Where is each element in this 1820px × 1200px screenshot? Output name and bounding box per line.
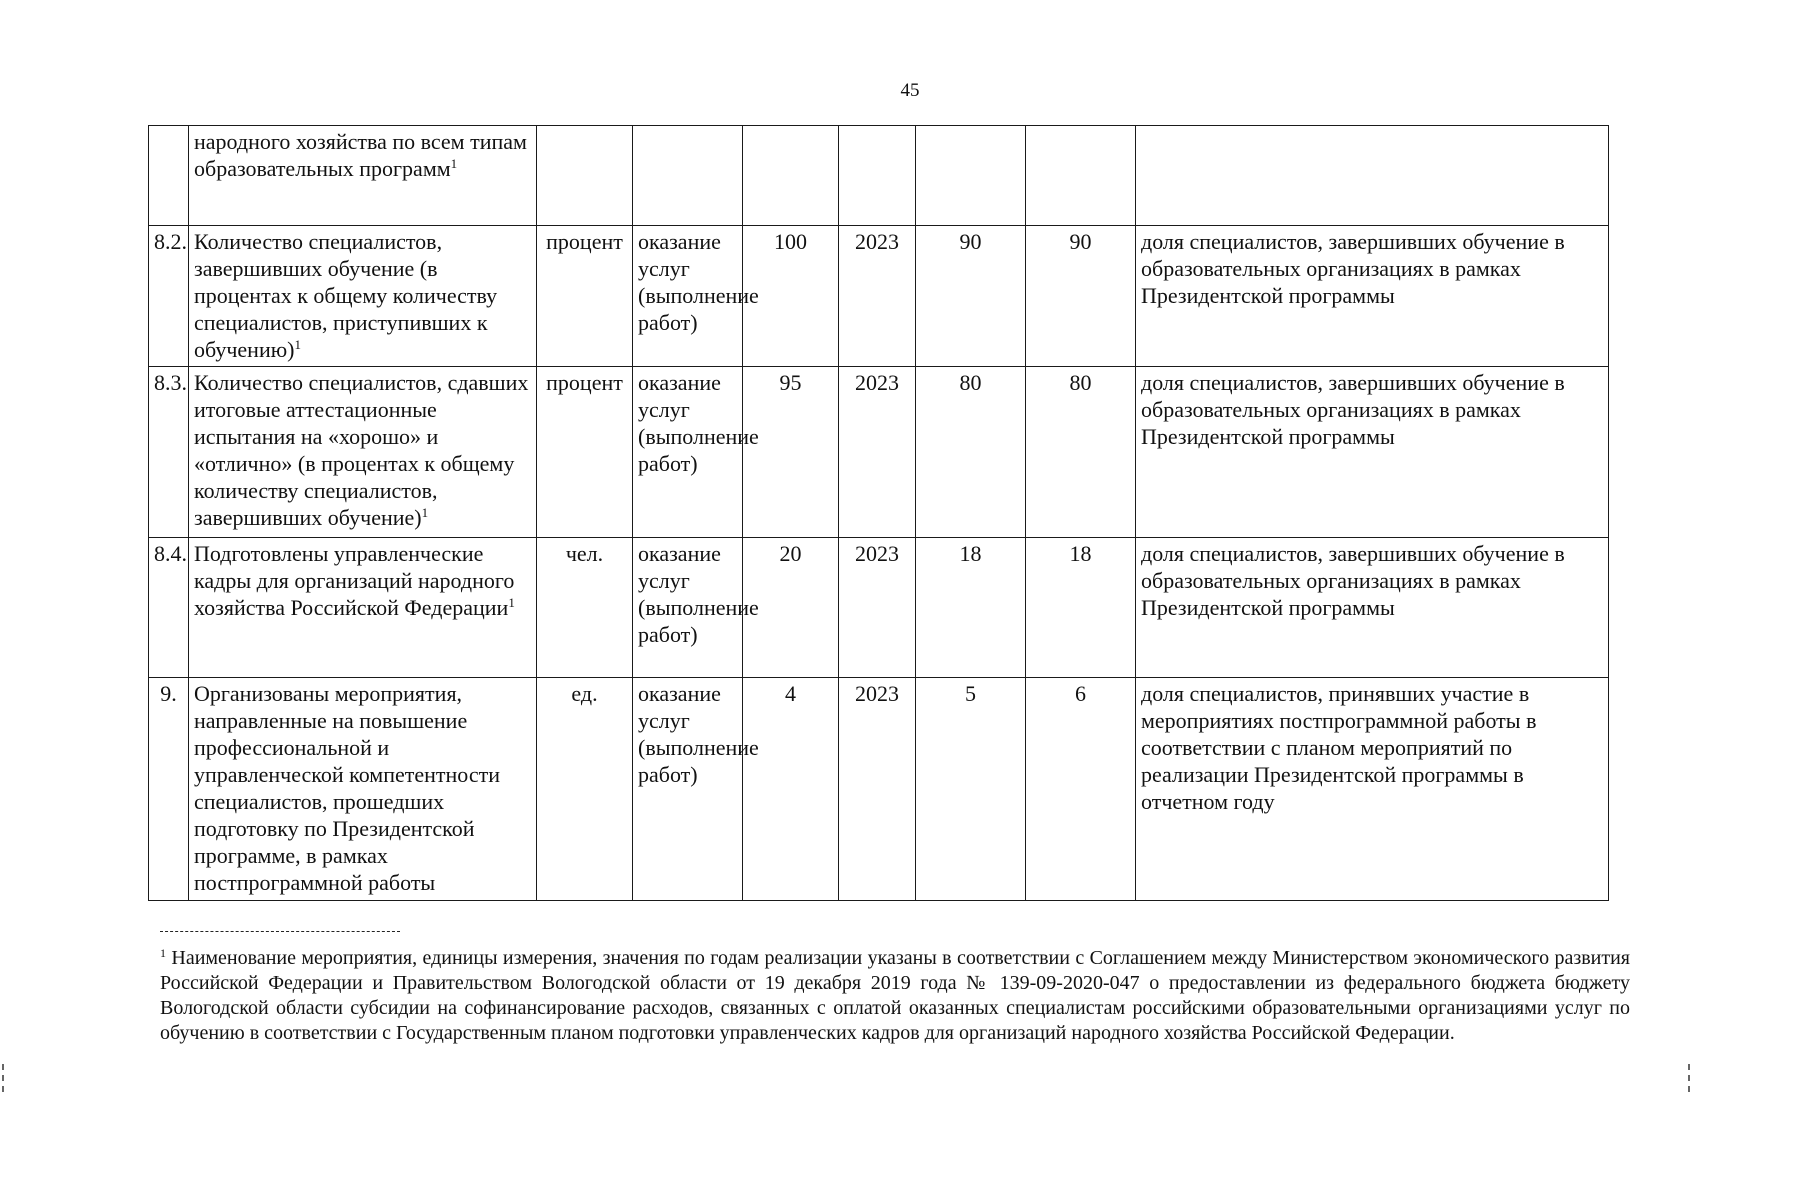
row-number: 9. [149,678,189,901]
row-base-value: 4 [743,678,839,901]
row-base-value [743,126,839,226]
scan-edge-mark-left [2,1064,10,1092]
row-type: оказание услуг (выполнение работ) [633,538,743,678]
row-note [1136,126,1609,226]
footnote-ref: 1 [294,337,301,352]
row-value-1 [916,126,1026,226]
row-unit: чел. [537,538,633,678]
row-type: оказание услуг (выполнение работ) [633,226,743,367]
row-value-2: 80 [1026,367,1136,538]
row-base-value: 20 [743,538,839,678]
row-name [189,538,537,678]
row-note: доля специалистов, завершивших обучение в образовательных организациях в рамках Президентской программы [1136,367,1609,538]
row-unit: процент [537,226,633,367]
row-number [149,126,189,226]
row-type: оказание услуг (выполнение работ) [633,678,743,901]
row-note: доля специалистов, завершивших обучение в образовательных организациях в рамках Президентской программы [1136,226,1609,367]
row-value-1: 90 [916,226,1026,367]
row-unit: ед. [537,678,633,901]
footnote-ref: 1 [421,505,429,520]
row-base-year: 2023 [839,678,916,901]
row-number: 8.2. [149,226,189,367]
scan-edge-mark-right [1688,1064,1696,1092]
footnote-marker: 1 [160,946,166,960]
row-number: 8.4. [149,538,189,678]
row-base-year: 2023 [839,538,916,678]
row-base-value: 95 [743,367,839,538]
row-name [189,126,537,226]
row-unit: процент [537,367,633,538]
row-name-text: народного хозяйства по всем типам образовательных программ [194,129,527,181]
row-name [189,367,537,538]
row-name [189,678,537,901]
row-note: доля специалистов, принявших участие в мероприятиях постпрограммной работы в соответствии с планом мероприятий по реализации Президентской программы в отчетном году [1136,678,1609,901]
table-row [149,678,1609,901]
table-row [149,126,1609,226]
footnote-separator [160,931,400,932]
footnote-ref: 1 [508,595,515,610]
row-base-year: 2023 [839,367,916,538]
indicators-table [148,125,1609,901]
row-value-2: 18 [1026,538,1136,678]
row-base-year: 2023 [839,226,916,367]
table-row [149,367,1609,538]
row-name-text: Подготовлены управленческие кадры для организаций народного хозяйства Российской Федерации [194,541,515,620]
row-base-value: 100 [743,226,839,367]
row-type: оказание услуг (выполнение работ) [633,367,743,538]
row-type [633,126,743,226]
row-base-year [839,126,916,226]
row-name-text: Организованы мероприятия, направленные на повышение профессиональной и управленческой компетентности специалистов, прошедших подготовку по Президентской программе, в рамках постпрограммной работы [194,681,500,895]
row-note: доля специалистов, завершивших обучение в образовательных организациях в рамках Президентской программы [1136,538,1609,678]
row-value-1: 5 [916,678,1026,901]
table-row [149,226,1609,367]
row-value-1: 18 [916,538,1026,678]
page-number: 45 [900,80,920,101]
row-name [189,226,537,367]
footnote [160,946,1630,1046]
row-value-2: 6 [1026,678,1136,901]
footnote-text: Наименование мероприятия, единицы измерения, значения по годам реализации указаны в соответствии с Соглашением между Министерством экономического развития Российской Федерации и Правительством Вологодской области от 19 декабря 2019 года № 139-09-2020-047 о предоставлении из федерального бюджета бюджету Вологодской области субсидии на софинансирование расходов, связанных с оплатой оказанных специалистам российскими образовательными организациями услуг по обучению в соответствии с Государственным планом подготовки управленческих кадров для организаций народного хозяйства Российской Федерации. [160,947,1631,1044]
row-value-2: 90 [1026,226,1136,367]
row-number: 8.3. [149,367,189,538]
row-value-1: 80 [916,367,1026,538]
table-row [149,538,1609,678]
row-value-2 [1026,126,1136,226]
row-name-text: Количество специалистов, сдавших итоговые аттестационные испытания на «хорошо» и «отлично» (в процентах к общему количеству специалистов, завершивших обучение) [194,370,529,530]
footnote-ref: 1 [450,156,458,171]
row-unit [537,126,633,226]
row-name-text: Количество специалистов, завершивших обучение (в процентах к общему количеству специалистов, приступивших к обучению) [194,229,498,362]
